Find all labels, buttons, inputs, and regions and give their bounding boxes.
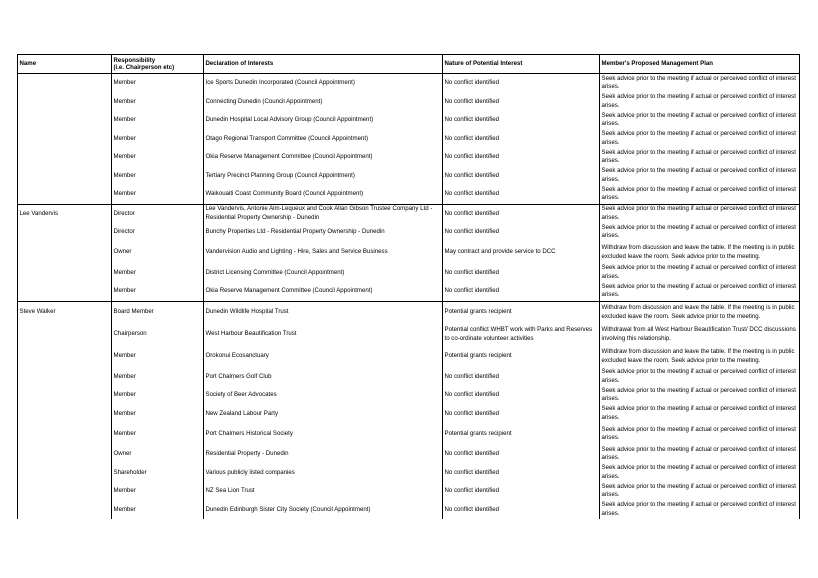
cell-nature: No conflict identified <box>443 464 600 483</box>
cell-nature: No conflict identified <box>443 204 600 223</box>
cell-name: Lee Vandervis <box>18 204 112 223</box>
table-row <box>18 130 800 149</box>
cell-name <box>18 242 112 264</box>
cell-nature: No conflict identified <box>443 148 600 167</box>
cell-declaration: Orokonui Ecosanctuary <box>204 346 443 368</box>
table-row <box>18 346 800 368</box>
cell-nature: No conflict identified <box>443 111 600 130</box>
table-row <box>18 185 800 204</box>
cell-management-plan: Seek advice prior to the meeting if actual or perceived conflict of interest arises. <box>600 167 800 186</box>
table-row <box>18 223 800 242</box>
cell-nature: May contract and provide service to DCC <box>443 242 600 264</box>
cell-name <box>18 346 112 368</box>
cell-name <box>18 324 112 346</box>
cell-name <box>18 74 112 93</box>
cell-responsibility: Member <box>112 423 204 445</box>
cell-responsibility: Member <box>112 130 204 149</box>
table-row <box>18 167 800 186</box>
cell-responsibility: Member <box>112 264 204 283</box>
cell-name <box>18 501 112 520</box>
table-row <box>18 74 800 93</box>
table-row <box>18 148 800 167</box>
cell-management-plan: Seek advice prior to the meeting if actual or perceived conflict of interest arises. <box>600 482 800 501</box>
cell-management-plan: Seek advice prior to the meeting if actual or perceived conflict of interest arises. <box>600 148 800 167</box>
cell-name <box>18 167 112 186</box>
cell-name <box>18 93 112 112</box>
cell-nature: No conflict identified <box>443 130 600 149</box>
cell-nature: Potential grants recipient <box>443 346 600 368</box>
cell-nature: No conflict identified <box>443 482 600 501</box>
cell-management-plan: Seek advice prior to the meeting if actual or perceived conflict of interest arises. <box>600 111 800 130</box>
cell-nature: No conflict identified <box>443 93 600 112</box>
cell-nature: Potential grants recipient <box>443 423 600 445</box>
cell-responsibility: Director <box>112 223 204 242</box>
cell-declaration: Vandervision Audio and Lighting - Hire, Sales and Service Business <box>204 242 443 264</box>
header-responsibility: Responsibility (i.e. Chairperson etc) <box>112 55 204 74</box>
cell-responsibility: Member <box>112 346 204 368</box>
cell-responsibility: Member <box>112 185 204 204</box>
cell-responsibility: Member <box>112 282 204 301</box>
cell-responsibility: Chairperson <box>112 324 204 346</box>
cell-declaration: Lee Vandervis, Antonie Alm-Lequeux and Cook Allan Gibson Trustee Company Ltd - Residential Property Ownership - Dunedin <box>204 204 443 223</box>
interests-table <box>17 54 800 519</box>
cell-declaration: Various publicly listed companies <box>204 464 443 483</box>
cell-responsibility: Member <box>112 386 204 405</box>
cell-nature: No conflict identified <box>443 264 600 283</box>
cell-responsibility: Member <box>112 74 204 93</box>
cell-declaration: Dunedin Hospital Local Advisory Group (Council Appointment) <box>204 111 443 130</box>
table-row <box>18 93 800 112</box>
table-row <box>18 445 800 464</box>
cell-name <box>18 386 112 405</box>
table-row <box>18 301 800 324</box>
cell-nature: No conflict identified <box>443 282 600 301</box>
cell-nature: No conflict identified <box>443 167 600 186</box>
cell-management-plan: Seek advice prior to the meeting if actual or perceived conflict of interest arises. <box>600 445 800 464</box>
cell-name <box>18 464 112 483</box>
cell-management-plan: Seek advice prior to the meeting if actual or perceived conflict of interest arises. <box>600 282 800 301</box>
cell-declaration: NZ Sea Lion Trust <box>204 482 443 501</box>
cell-declaration: Waikouaiti Coast Community Board (Council Appointment) <box>204 185 443 204</box>
table-row <box>18 501 800 520</box>
cell-management-plan: Seek advice prior to the meeting if actual or perceived conflict of interest arises. <box>600 501 800 520</box>
cell-responsibility: Member <box>112 405 204 424</box>
cell-nature: No conflict identified <box>443 185 600 204</box>
cell-nature: Potential conflict WHBT work with Parks and Reserves to co-ordinate volunteer activities <box>443 324 600 346</box>
cell-declaration: New Zealand Labour Party <box>204 405 443 424</box>
cell-management-plan: Seek advice prior to the meeting if actual or perceived conflict of interest arises. <box>600 423 800 445</box>
table-row <box>18 264 800 283</box>
cell-declaration: Okia Reserve Management Committee (Council Appointment) <box>204 148 443 167</box>
table-body <box>18 74 800 520</box>
table-row <box>18 242 800 264</box>
cell-declaration: Society of Beer Advocates <box>204 386 443 405</box>
table-row <box>18 111 800 130</box>
cell-declaration: District Licensing Committee (Council Appointment) <box>204 264 443 283</box>
cell-declaration: Otago Regional Transport Committee (Council Appointment) <box>204 130 443 149</box>
cell-declaration: Dunedin Wildlife Hospital Trust <box>204 301 443 324</box>
table-row <box>18 386 800 405</box>
cell-name <box>18 148 112 167</box>
cell-declaration: Residential Property - Dunedin <box>204 445 443 464</box>
cell-management-plan: Seek advice prior to the meeting if actual or perceived conflict of interest arises. <box>600 130 800 149</box>
cell-declaration: Tertiary Precinct Planning Group (Council Appointment) <box>204 167 443 186</box>
table-header <box>18 55 800 74</box>
cell-management-plan: Seek advice prior to the meeting if actual or perceived conflict of interest arises. <box>600 264 800 283</box>
cell-responsibility: Member <box>112 368 204 387</box>
cell-responsibility: Shareholder <box>112 464 204 483</box>
cell-declaration: Ice Sports Dunedin Incorporated (Council Appointment) <box>204 74 443 93</box>
cell-name <box>18 423 112 445</box>
cell-nature: No conflict identified <box>443 405 600 424</box>
cell-name <box>18 282 112 301</box>
cell-responsibility: Member <box>112 148 204 167</box>
cell-management-plan: Seek advice prior to the meeting if actual or perceived conflict of interest arises. <box>600 223 800 242</box>
cell-management-plan: Seek advice prior to the meeting if actual or perceived conflict of interest arises. <box>600 204 800 223</box>
table-row <box>18 204 800 223</box>
cell-declaration: Connecting Dunedin (Council Appointment) <box>204 93 443 112</box>
cell-responsibility: Member <box>112 93 204 112</box>
header-management-plan: Member's Proposed Management Plan <box>600 55 800 74</box>
cell-nature: No conflict identified <box>443 445 600 464</box>
table-row <box>18 405 800 424</box>
header-nature: Nature of Potential Interest <box>443 55 600 74</box>
cell-responsibility: Director <box>112 204 204 223</box>
table-row <box>18 368 800 387</box>
table-row <box>18 324 800 346</box>
cell-name: Steve Walker <box>18 301 112 324</box>
cell-name <box>18 405 112 424</box>
cell-management-plan: Seek advice prior to the meeting if actual or perceived conflict of interest arises. <box>600 74 800 93</box>
cell-responsibility: Member <box>112 482 204 501</box>
cell-management-plan: Withdraw from discussion and leave the table. If the meeting is in public excluded leave the room. Seek advice prior to the meeting. <box>600 242 800 264</box>
cell-name <box>18 185 112 204</box>
header-declaration: Declaration of Interests <box>204 55 443 74</box>
cell-management-plan: Seek advice prior to the meeting if actual or perceived conflict of interest arises. <box>600 185 800 204</box>
cell-management-plan: Withdraw from discussion and leave the table. If the meeting is in public excluded leave the room. Seek advice prior to the meeting. <box>600 346 800 368</box>
cell-management-plan: Seek advice prior to the meeting if actual or perceived conflict of interest arises. <box>600 464 800 483</box>
cell-responsibility: Member <box>112 167 204 186</box>
cell-declaration: Dunedin Edinburgh Sister City Society (Council Appointment) <box>204 501 443 520</box>
cell-responsibility: Member <box>112 111 204 130</box>
header-name: Name <box>18 55 112 74</box>
cell-nature: No conflict identified <box>443 501 600 520</box>
cell-name <box>18 264 112 283</box>
cell-declaration: West Harbour Beautification Trust <box>204 324 443 346</box>
cell-name <box>18 111 112 130</box>
cell-management-plan: Withdrawal from all West Harbour Beautification Trust/ DCC discussions involving this relationship. <box>600 324 800 346</box>
cell-responsibility: Owner <box>112 242 204 264</box>
cell-nature: No conflict identified <box>443 386 600 405</box>
cell-declaration: Port Chalmers Historical Society <box>204 423 443 445</box>
table-row <box>18 482 800 501</box>
cell-nature: No conflict identified <box>443 74 600 93</box>
table-row <box>18 282 800 301</box>
cell-name <box>18 482 112 501</box>
cell-management-plan: Seek advice prior to the meeting if actual or perceived conflict of interest arises. <box>600 93 800 112</box>
cell-responsibility: Member <box>112 501 204 520</box>
cell-responsibility: Owner <box>112 445 204 464</box>
cell-name <box>18 445 112 464</box>
cell-management-plan: Seek advice prior to the meeting if actual or perceived conflict of interest arises. <box>600 368 800 387</box>
cell-declaration: Okia Reserve Management Committee (Council Appointment) <box>204 282 443 301</box>
cell-nature: Potential grants recipient <box>443 301 600 324</box>
cell-responsibility: Board Member <box>112 301 204 324</box>
cell-nature: No conflict identified <box>443 223 600 242</box>
cell-declaration: Bunchy Properties Ltd - Residential Property Ownership - Dunedin <box>204 223 443 242</box>
cell-name <box>18 223 112 242</box>
cell-name <box>18 368 112 387</box>
cell-management-plan: Seek advice prior to the meeting if actual or perceived conflict of interest arises. <box>600 405 800 424</box>
cell-declaration: Port Chalmers Golf Club <box>204 368 443 387</box>
table-row <box>18 464 800 483</box>
cell-name <box>18 130 112 149</box>
cell-nature: No conflict identified <box>443 368 600 387</box>
cell-management-plan: Seek advice prior to the meeting if actual or perceived conflict of interest arises. <box>600 386 800 405</box>
table-row <box>18 423 800 445</box>
cell-management-plan: Withdraw from discussion and leave the table. If the meeting is in public excluded leave the room. Seek advice prior to the meeting. <box>600 301 800 324</box>
